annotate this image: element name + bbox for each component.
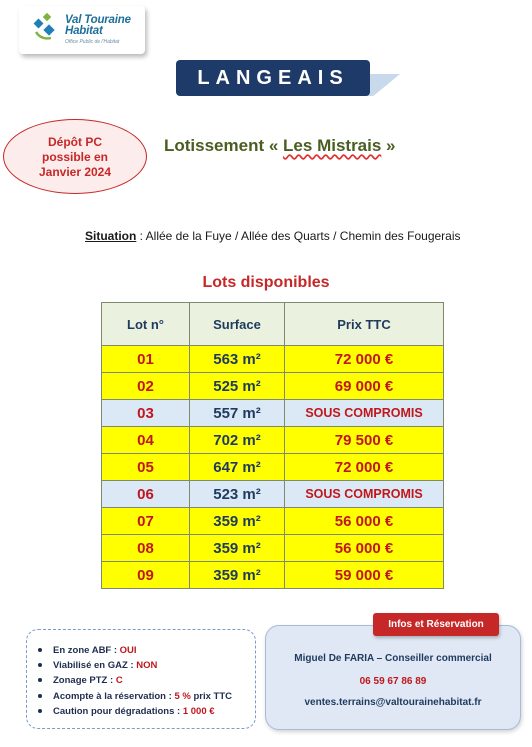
- table-header-row: [102, 303, 444, 346]
- cell-surface: 523 m²: [190, 481, 285, 508]
- info-suffix: prix TTC: [190, 690, 232, 702]
- situation-label: Situation: [85, 229, 137, 243]
- lotissement-suffix: »: [381, 136, 396, 155]
- table-row: [102, 454, 444, 481]
- table-row: [102, 562, 444, 589]
- info-item: [49, 704, 232, 719]
- info-item: [49, 658, 232, 673]
- cell-lot: 02: [102, 373, 190, 400]
- table-row: [102, 427, 444, 454]
- cell-surface: 702 m²: [190, 427, 285, 454]
- bullet-icon: [38, 694, 42, 698]
- logo-name-line2: Habitat: [65, 25, 103, 37]
- lotissement-prefix: Lotissement «: [164, 136, 284, 155]
- table-row: [102, 508, 444, 535]
- info-value: 5 %: [174, 690, 191, 702]
- cell-lot: 05: [102, 454, 190, 481]
- table-row: [102, 481, 444, 508]
- cell-prix: 79 500 €: [285, 427, 444, 454]
- table-row: [102, 535, 444, 562]
- info-label: Viabilisé en GAZ :: [53, 660, 137, 672]
- info-label: Zonage PTZ :: [53, 675, 116, 687]
- info-label: Acompte à la réservation :: [53, 690, 175, 702]
- lotissement-title: [164, 136, 396, 156]
- logo-tagline: Office Public de l'Habitat: [65, 39, 120, 45]
- logo-card: [19, 6, 145, 54]
- depot-text: Dépôt PC possible en Janvier 2024: [38, 135, 112, 179]
- cell-surface: 557 m²: [190, 400, 285, 427]
- info-list: [49, 643, 232, 719]
- contact-box: [265, 625, 521, 730]
- logo-mark-icon: [33, 12, 59, 42]
- cell-surface: 525 m²: [190, 373, 285, 400]
- cell-prix: 56 000 €: [285, 535, 444, 562]
- cell-prix: SOUS COMPROMIS: [285, 481, 444, 508]
- cell-prix: SOUS COMPROMIS: [285, 400, 444, 427]
- cell-surface: 563 m²: [190, 346, 285, 373]
- header-prix: Prix TTC: [285, 303, 444, 346]
- cell-surface: 647 m²: [190, 454, 285, 481]
- cell-prix: 69 000 €: [285, 373, 444, 400]
- table-body: [102, 346, 444, 589]
- cell-lot: 09: [102, 562, 190, 589]
- lotissement-name: Les Mistrais: [283, 136, 382, 155]
- cell-surface: 359 m²: [190, 508, 285, 535]
- info-value: NON: [136, 660, 158, 672]
- cell-lot: 04: [102, 427, 190, 454]
- contact-person: Miguel De FARIA – Conseiller commercial: [294, 653, 492, 664]
- cell-lot: 08: [102, 535, 190, 562]
- header-lot: Lot n°: [102, 303, 190, 346]
- info-value: 1 000 €: [182, 705, 215, 717]
- logo-name: [65, 15, 131, 37]
- cell-prix: 72 000 €: [285, 346, 444, 373]
- info-value: OUI: [119, 645, 137, 656]
- situation: [85, 229, 461, 243]
- lots-table: [101, 302, 444, 589]
- cell-prix: 72 000 €: [285, 454, 444, 481]
- info-item: [49, 689, 232, 704]
- cell-surface: 359 m²: [190, 562, 285, 589]
- cell-prix: 56 000 €: [285, 508, 444, 535]
- cell-lot: 06: [102, 481, 190, 508]
- contact-phone[interactable]: 06 59 67 86 89: [359, 676, 427, 687]
- bullet-icon: [38, 663, 42, 667]
- situation-text: : Allée de la Fuye / Allée des Quarts / Chemin des Fougerais: [136, 229, 461, 243]
- info-item: [49, 673, 232, 688]
- cell-lot: 03: [102, 400, 190, 427]
- lots-heading: Lots disponibles: [202, 274, 330, 291]
- info-label: Caution pour dégradations :: [53, 705, 183, 717]
- city-banner: LANGEAIS: [176, 60, 370, 96]
- info-label: En zone ABF :: [53, 645, 120, 656]
- table-row: [102, 400, 444, 427]
- info-value: C: [115, 675, 123, 687]
- cell-lot: 01: [102, 346, 190, 373]
- cell-prix: 59 000 €: [285, 562, 444, 589]
- logo-name-line1: Val Touraine: [65, 14, 131, 26]
- reservation-tab: Infos et Réservation: [373, 613, 499, 636]
- bullet-icon: [38, 678, 42, 682]
- info-item: [49, 643, 232, 658]
- table-row: [102, 373, 444, 400]
- cell-surface: 359 m²: [190, 535, 285, 562]
- table-row: [102, 346, 444, 373]
- depot-badge: [3, 119, 147, 194]
- cell-lot: 07: [102, 508, 190, 535]
- bullet-icon: [38, 648, 42, 652]
- bullet-icon: [38, 709, 42, 713]
- contact-email[interactable]: ventes.terrains@valtourainehabitat.fr: [304, 697, 482, 708]
- header-surface: Surface: [190, 303, 285, 346]
- info-box: [26, 629, 256, 729]
